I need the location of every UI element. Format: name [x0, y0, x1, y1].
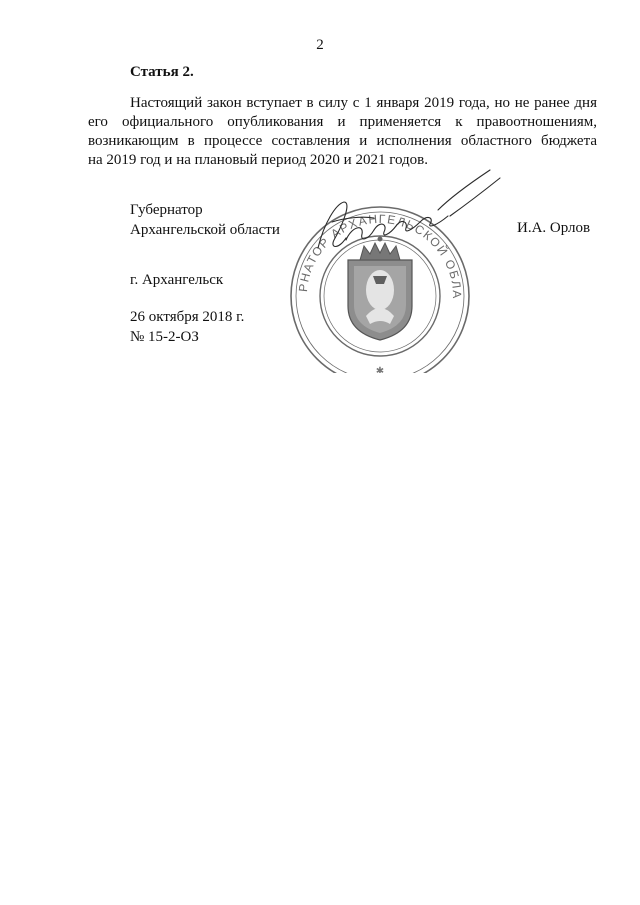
- article-line: его официального опубликования и применяется к правоотношениям,: [88, 114, 597, 130]
- article-line: возникающим в процессе составления и исполнения областного бюджета: [88, 133, 597, 149]
- seal-and-signature: [278, 168, 508, 373]
- article-line: на 2019 год и на плановый период 2020 и 2021 годов.: [88, 152, 429, 168]
- coat-of-arms-icon: [348, 237, 412, 341]
- article-title: Статья 2.: [130, 64, 194, 80]
- handwritten-signature: [318, 170, 500, 248]
- seal-star-icon: ✱: [375, 366, 385, 373]
- governor-position: [130, 200, 280, 240]
- signing-city: г. Архангельск: [130, 272, 224, 288]
- governor-position-line: Губернатор: [130, 202, 203, 218]
- governor-name: И.А. Орлов: [517, 220, 591, 236]
- signing-info: [130, 307, 244, 347]
- article-body: [88, 94, 597, 170]
- signing-date: 26 октября 2018 г.: [130, 309, 245, 325]
- law-number: № 15-2-ОЗ: [130, 329, 199, 345]
- seal-svg: [278, 168, 508, 373]
- governor-position-line: Архангельской области: [130, 222, 280, 238]
- seal-text-path: РНАТОР АРХАНГЕЛЬСКОЙ ОБЛА: [296, 211, 465, 300]
- page-number: 2: [316, 37, 324, 53]
- article-line: Настоящий закон вступает в силу с 1 января 2019 года, но не ранее дня: [130, 95, 597, 111]
